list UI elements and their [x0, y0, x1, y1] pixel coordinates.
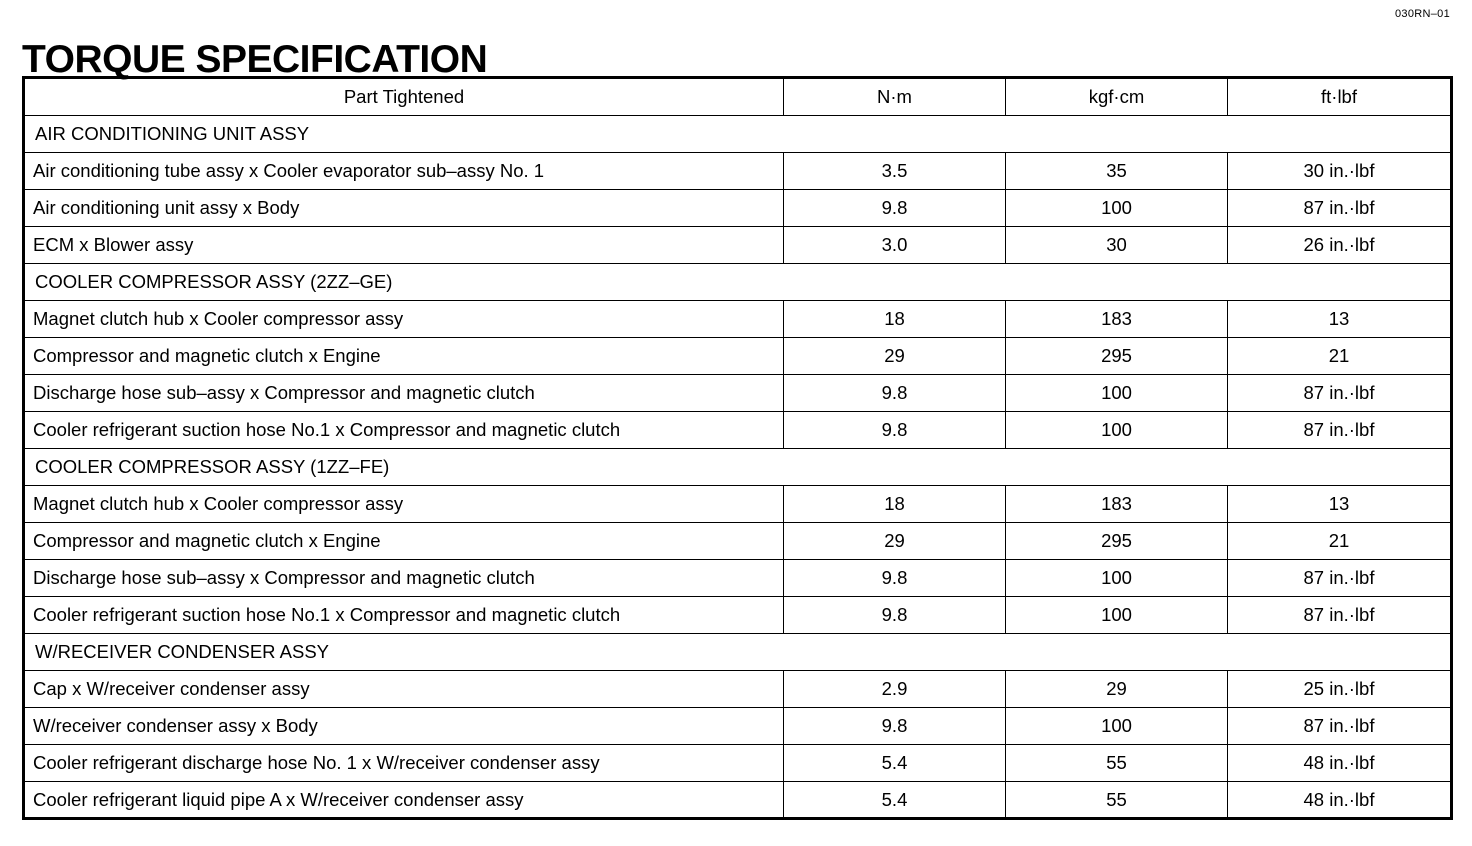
- group-blank-cell: [1228, 116, 1452, 153]
- column-header-nm: N·m: [784, 78, 1006, 116]
- cell-part-tightened: W/receiver condenser assy x Body: [24, 708, 784, 745]
- cell-nm: 5.4: [784, 745, 1006, 782]
- cell-nm: 5.4: [784, 782, 1006, 819]
- cell-ftlbf: 87 in.·lbf: [1228, 375, 1452, 412]
- table-row: [24, 745, 1452, 782]
- group-blank-cell: [1228, 264, 1452, 301]
- cell-part-tightened: ECM x Blower assy: [24, 227, 784, 264]
- group-label: W/RECEIVER CONDENSER ASSY: [24, 634, 784, 671]
- cell-nm: 9.8: [784, 708, 1006, 745]
- cell-nm: 29: [784, 338, 1006, 375]
- cell-ftlbf: 13: [1228, 301, 1452, 338]
- group-label: AIR CONDITIONING UNIT ASSY: [24, 116, 784, 153]
- cell-part-tightened: Magnet clutch hub x Cooler compressor assy: [24, 486, 784, 523]
- table-row: [24, 597, 1452, 634]
- table-row: [24, 782, 1452, 819]
- group-blank-cell: [1228, 449, 1452, 486]
- table-row: [24, 671, 1452, 708]
- cell-ftlbf: 48 in.·lbf: [1228, 782, 1452, 819]
- table-row: [24, 190, 1452, 227]
- table-group-row: [24, 449, 1452, 486]
- table-row: [24, 523, 1452, 560]
- cell-ftlbf: 87 in.·lbf: [1228, 560, 1452, 597]
- cell-kgfcm: 30: [1006, 227, 1228, 264]
- page-title: TORQUE SPECIFICATION: [22, 38, 488, 82]
- cell-nm: 9.8: [784, 375, 1006, 412]
- cell-part-tightened: Discharge hose sub–assy x Compressor and magnetic clutch: [24, 560, 784, 597]
- cell-nm: 9.8: [784, 412, 1006, 449]
- cell-nm: 9.8: [784, 560, 1006, 597]
- cell-kgfcm: 100: [1006, 560, 1228, 597]
- cell-kgfcm: 183: [1006, 486, 1228, 523]
- group-label: COOLER COMPRESSOR ASSY (1ZZ–FE): [24, 449, 784, 486]
- table-row: [24, 153, 1452, 190]
- cell-ftlbf: 30 in.·lbf: [1228, 153, 1452, 190]
- cell-kgfcm: 295: [1006, 523, 1228, 560]
- table-row: [24, 708, 1452, 745]
- table-row: [24, 227, 1452, 264]
- group-label: COOLER COMPRESSOR ASSY (2ZZ–GE): [24, 264, 784, 301]
- group-blank-cell: [1228, 634, 1452, 671]
- cell-kgfcm: 55: [1006, 782, 1228, 819]
- table-row: [24, 338, 1452, 375]
- cell-nm: 2.9: [784, 671, 1006, 708]
- cell-kgfcm: 100: [1006, 412, 1228, 449]
- cell-kgfcm: 100: [1006, 190, 1228, 227]
- cell-nm: 9.8: [784, 597, 1006, 634]
- cell-part-tightened: Air conditioning tube assy x Cooler evaporator sub–assy No. 1: [24, 153, 784, 190]
- column-header-ftlbf: ft·lbf: [1228, 78, 1452, 116]
- group-blank-cell: [784, 264, 1006, 301]
- cell-ftlbf: 25 in.·lbf: [1228, 671, 1452, 708]
- cell-nm: 3.5: [784, 153, 1006, 190]
- cell-part-tightened: Air conditioning unit assy x Body: [24, 190, 784, 227]
- cell-nm: 29: [784, 523, 1006, 560]
- torque-specification-table: [22, 76, 1453, 820]
- cell-part-tightened: Cap x W/receiver condenser assy: [24, 671, 784, 708]
- cell-part-tightened: Cooler refrigerant liquid pipe A x W/receiver condenser assy: [24, 782, 784, 819]
- table-row: [24, 560, 1452, 597]
- cell-kgfcm: 55: [1006, 745, 1228, 782]
- group-blank-cell: [1006, 264, 1228, 301]
- cell-kgfcm: 100: [1006, 708, 1228, 745]
- torque-specification-table-wrapper: [22, 76, 1450, 820]
- cell-kgfcm: 29: [1006, 671, 1228, 708]
- group-blank-cell: [1006, 116, 1228, 153]
- cell-ftlbf: 26 in.·lbf: [1228, 227, 1452, 264]
- cell-ftlbf: 87 in.·lbf: [1228, 597, 1452, 634]
- table-row: [24, 301, 1452, 338]
- column-header-part: Part Tightened: [24, 78, 784, 116]
- cell-part-tightened: Discharge hose sub–assy x Compressor and magnetic clutch: [24, 375, 784, 412]
- table-row: [24, 486, 1452, 523]
- cell-kgfcm: 183: [1006, 301, 1228, 338]
- cell-ftlbf: 87 in.·lbf: [1228, 708, 1452, 745]
- group-blank-cell: [1006, 449, 1228, 486]
- cell-ftlbf: 48 in.·lbf: [1228, 745, 1452, 782]
- table-header: [24, 78, 1452, 116]
- cell-kgfcm: 295: [1006, 338, 1228, 375]
- cell-part-tightened: Cooler refrigerant suction hose No.1 x Compressor and magnetic clutch: [24, 412, 784, 449]
- cell-part-tightened: Cooler refrigerant suction hose No.1 x Compressor and magnetic clutch: [24, 597, 784, 634]
- column-header-kgfcm: kgf·cm: [1006, 78, 1228, 116]
- cell-ftlbf: 87 in.·lbf: [1228, 190, 1452, 227]
- cell-ftlbf: 21: [1228, 338, 1452, 375]
- cell-ftlbf: 87 in.·lbf: [1228, 412, 1452, 449]
- cell-kgfcm: 100: [1006, 597, 1228, 634]
- cell-nm: 9.8: [784, 190, 1006, 227]
- table-group-row: [24, 634, 1452, 671]
- cell-kgfcm: 35: [1006, 153, 1228, 190]
- table-group-row: [24, 116, 1452, 153]
- group-blank-cell: [1006, 634, 1228, 671]
- group-blank-cell: [784, 449, 1006, 486]
- cell-nm: 18: [784, 301, 1006, 338]
- cell-part-tightened: Compressor and magnetic clutch x Engine: [24, 338, 784, 375]
- table-row: [24, 375, 1452, 412]
- cell-part-tightened: Compressor and magnetic clutch x Engine: [24, 523, 784, 560]
- cell-ftlbf: 13: [1228, 486, 1452, 523]
- table-header-row: [24, 78, 1452, 116]
- cell-kgfcm: 100: [1006, 375, 1228, 412]
- table-group-row: [24, 264, 1452, 301]
- document-code: 030RN–01: [1395, 8, 1450, 20]
- table-row: [24, 412, 1452, 449]
- group-blank-cell: [784, 634, 1006, 671]
- group-blank-cell: [784, 116, 1006, 153]
- cell-part-tightened: Cooler refrigerant discharge hose No. 1 x W/receiver condenser assy: [24, 745, 784, 782]
- cell-ftlbf: 21: [1228, 523, 1452, 560]
- cell-part-tightened: Magnet clutch hub x Cooler compressor assy: [24, 301, 784, 338]
- cell-nm: 18: [784, 486, 1006, 523]
- cell-nm: 3.0: [784, 227, 1006, 264]
- table-body: [24, 116, 1452, 819]
